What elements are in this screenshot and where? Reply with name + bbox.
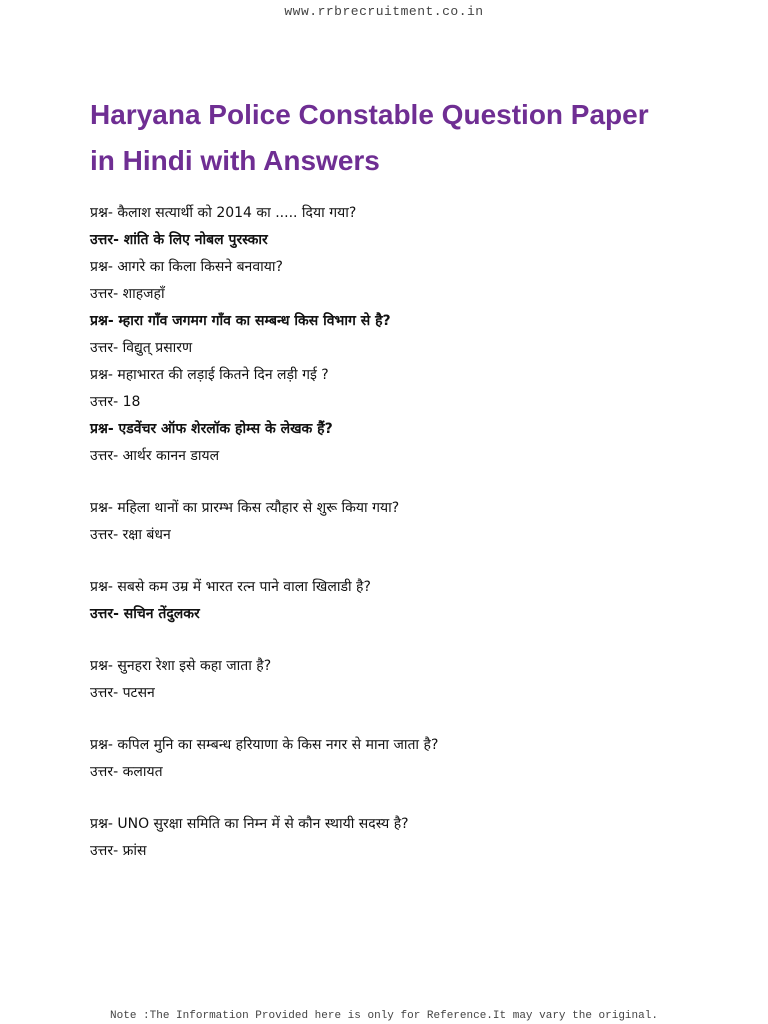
question-10: प्रश्न- UNO सुरक्षा समिति का निम्न में से कौन स्थायी सदस्य है?: [90, 816, 409, 832]
answer-6: उत्तर- रक्षा बंधन: [90, 527, 171, 543]
question-2: प्रश्न- आगरे का किला किसने बनवाया?: [90, 259, 283, 275]
spacer: [90, 707, 730, 732]
answer-8: उत्तर- पटसन: [90, 685, 155, 701]
question-3: प्रश्न- म्हारा गाँव जगमग गाँव का सम्बन्ध किस विभाग से है?: [90, 313, 391, 329]
qa-list: [90, 200, 730, 865]
site-url-header: www.rrbrecruitment.co.in: [284, 4, 484, 19]
answer-3: उत्तर- विद्युत् प्रसारण: [90, 340, 193, 356]
question-7: प्रश्न- सबसे कम उम्र में भारत रत्न पाने वाला खिलाडी है?: [90, 579, 371, 595]
spacer: [90, 549, 730, 574]
spacer: [90, 628, 730, 653]
footer-note: Note :The Information Provided here is only for Reference.It may vary the original.: [110, 1010, 658, 1022]
question-9: प्रश्न- कपिल मुनि का सम्बन्ध हरियाणा के किस नगर से माना जाता है?: [90, 737, 439, 753]
title-line-2: in Hindi with Answers: [90, 145, 380, 176]
page-title: [90, 92, 730, 184]
question-4: प्रश्न- महाभारत की लड़ाई कितने दिन लड़ी गई ?: [90, 367, 329, 383]
answer-2: उत्तर- शाहजहाँ: [90, 286, 165, 302]
answer-7: उत्तर- सचिन तेंदुलकर: [90, 606, 200, 622]
spacer: [90, 470, 730, 495]
question-1: प्रश्न- कैलाश सत्यार्थी को 2014 का ..... दिया गया?: [90, 205, 357, 221]
answer-5: उत्तर- आर्थर कानन डायल: [90, 448, 220, 464]
answer-9: उत्तर- कलायत: [90, 764, 163, 780]
answer-10: उत्तर- फ्रांस: [90, 843, 147, 859]
spacer: [90, 786, 730, 811]
answer-1: उत्तर- शांति के लिए नोबल पुरस्कार: [90, 232, 268, 248]
question-5: प्रश्न- एडवेंचर ऑफ शेरलॉक होम्स के लेखक हैं?: [90, 421, 333, 437]
answer-4: उत्तर- 18: [90, 394, 141, 410]
question-8: प्रश्न- सुनहरा रेशा इसे कहा जाता है?: [90, 658, 272, 674]
question-6: प्रश्न- महिला थानों का प्रारम्भ किस त्यौहार से शुरू किया गया?: [90, 500, 400, 516]
title-line-1: Haryana Police Constable Question Paper: [90, 99, 649, 130]
